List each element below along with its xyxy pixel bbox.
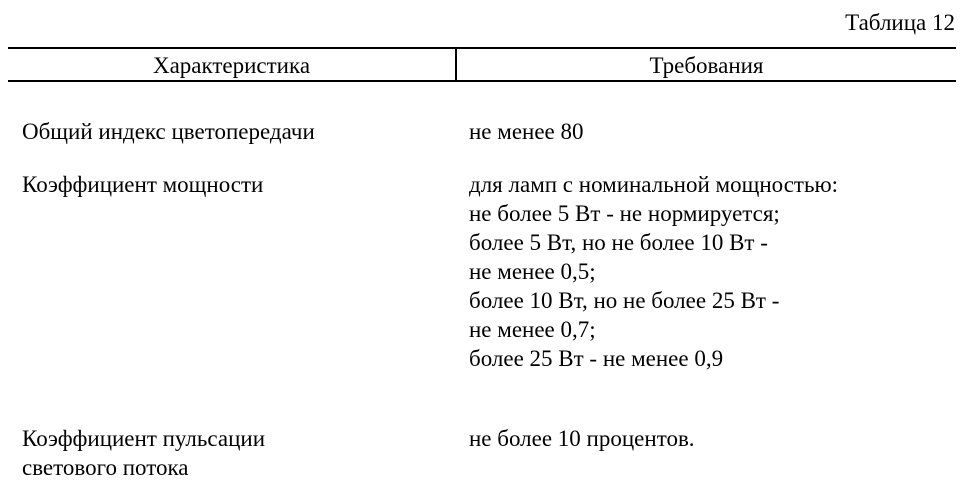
column-header-requirements: Требования (649, 53, 764, 78)
characteristic-text: светового потока (22, 455, 189, 480)
column-header-characteristic: Характеристика (152, 53, 311, 78)
requirement-text: не менее 80 (469, 119, 584, 144)
requirement-cell (469, 117, 959, 146)
header-bottom-rule (8, 80, 956, 82)
characteristic-cell (22, 117, 447, 146)
characteristic-cell (22, 424, 447, 482)
table-top-rule (8, 47, 956, 49)
requirement-text: не более 5 Вт - не нормируется; (469, 201, 780, 226)
requirement-text: не менее 0,5; (469, 259, 596, 284)
characteristic-cell (22, 170, 447, 199)
requirement-text: не менее 0,7; (469, 317, 596, 342)
requirement-text: не более 10 процентов. (469, 426, 695, 451)
requirement-text: более 25 Вт - не менее 0,9 (469, 346, 724, 371)
characteristic-text: Общий индекс цветопередачи (22, 119, 315, 144)
requirement-cell (469, 424, 959, 453)
characteristic-text: Коэффициент мощности (22, 172, 264, 197)
requirement-text: для ламп с номинальной мощностью: (469, 172, 839, 197)
requirement-text: более 5 Вт, но не более 10 Вт - (469, 230, 768, 255)
requirement-text: более 10 Вт, но не более 25 Вт - (469, 288, 780, 313)
characteristic-text: Коэффициент пульсации (22, 426, 266, 451)
requirement-cell (469, 170, 959, 373)
table-caption: Таблица 12 (845, 10, 955, 35)
